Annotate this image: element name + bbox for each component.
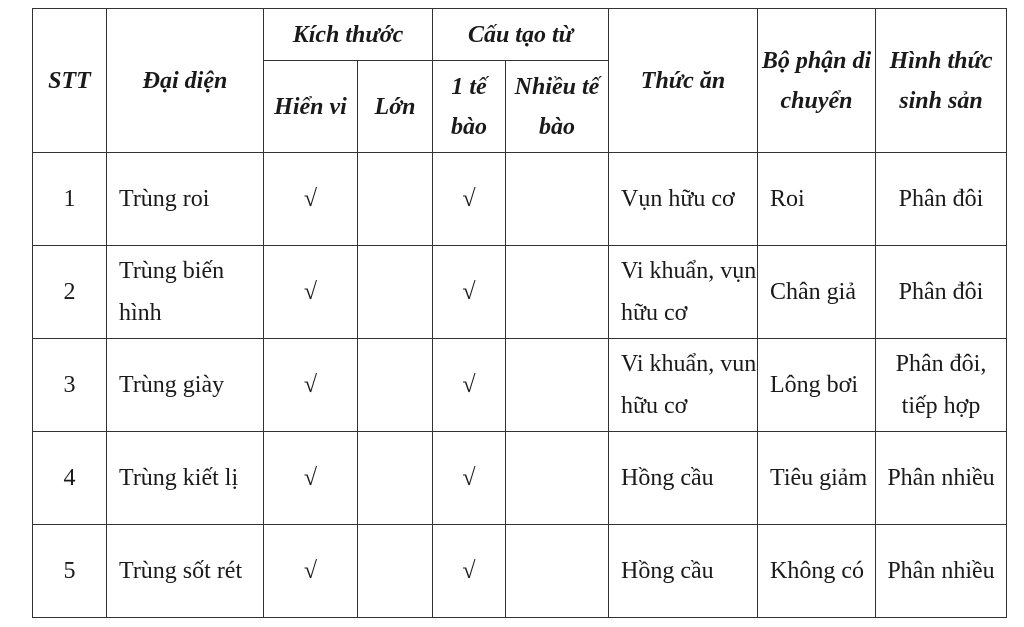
cell-multi-cell bbox=[506, 339, 609, 432]
cell-large bbox=[358, 153, 433, 246]
cell-food: Hồng cầu bbox=[609, 432, 758, 525]
table-row bbox=[33, 153, 1007, 246]
cell-stt: 5 bbox=[33, 525, 107, 618]
header-locomotion: Bộ phận di chuyển bbox=[758, 9, 876, 153]
cell-food: Vụn hữu cơ bbox=[609, 153, 758, 246]
header-structure-multi: Nhiều tế bào bbox=[506, 61, 609, 153]
cell-multi-cell bbox=[506, 153, 609, 246]
cell-locomotion: Chân giả bbox=[758, 246, 876, 339]
cell-single-cell: √ bbox=[433, 153, 506, 246]
cell-stt: 4 bbox=[33, 432, 107, 525]
table-row bbox=[33, 525, 1007, 618]
cell-microscopic: √ bbox=[264, 525, 358, 618]
cell-locomotion: Roi bbox=[758, 153, 876, 246]
cell-large bbox=[358, 432, 433, 525]
header-reproduction: Hình thức sinh sản bbox=[876, 9, 1007, 153]
cell-name: Trùng kiết lị bbox=[107, 432, 264, 525]
cell-name: Trùng giày bbox=[107, 339, 264, 432]
cell-microscopic: √ bbox=[264, 246, 358, 339]
protozoa-table bbox=[32, 8, 1007, 618]
header-size-large: Lớn bbox=[358, 61, 433, 153]
cell-stt: 1 bbox=[33, 153, 107, 246]
table-row bbox=[33, 246, 1007, 339]
header-representative: Đại diện bbox=[107, 9, 264, 153]
cell-reproduction: Phân đôi bbox=[876, 246, 1007, 339]
cell-locomotion: Không có bbox=[758, 525, 876, 618]
cell-multi-cell bbox=[506, 525, 609, 618]
header-stt: STT bbox=[33, 9, 107, 153]
cell-large bbox=[358, 339, 433, 432]
cell-single-cell: √ bbox=[433, 339, 506, 432]
cell-single-cell: √ bbox=[433, 246, 506, 339]
cell-food: Vi khuẩn, vụn hữu cơ bbox=[609, 246, 758, 339]
header-structure-group: Cấu tạo từ bbox=[433, 9, 609, 61]
table-row bbox=[33, 339, 1007, 432]
header-size-microscopic: Hiển vi bbox=[264, 61, 358, 153]
table-row bbox=[33, 432, 1007, 525]
cell-multi-cell bbox=[506, 432, 609, 525]
cell-stt: 3 bbox=[33, 339, 107, 432]
cell-large bbox=[358, 525, 433, 618]
cell-microscopic: √ bbox=[264, 432, 358, 525]
cell-locomotion: Lông bơi bbox=[758, 339, 876, 432]
cell-reproduction: Phân đôi, tiếp hợp bbox=[876, 339, 1007, 432]
cell-reproduction: Phân nhiều bbox=[876, 432, 1007, 525]
cell-reproduction: Phân đôi bbox=[876, 153, 1007, 246]
cell-name: Trùng biến hình bbox=[107, 246, 264, 339]
cell-food: Vi khuẩn, vun hữu cơ bbox=[609, 339, 758, 432]
header-food: Thức ăn bbox=[609, 9, 758, 153]
cell-food: Hồng cầu bbox=[609, 525, 758, 618]
cell-stt: 2 bbox=[33, 246, 107, 339]
header-size-group: Kích thước bbox=[264, 9, 433, 61]
cell-reproduction: Phân nhiều bbox=[876, 525, 1007, 618]
header-row-top bbox=[33, 9, 1007, 61]
cell-microscopic: √ bbox=[264, 339, 358, 432]
cell-locomotion: Tiêu giảm bbox=[758, 432, 876, 525]
cell-single-cell: √ bbox=[433, 432, 506, 525]
cell-name: Trùng roi bbox=[107, 153, 264, 246]
cell-name: Trùng sốt rét bbox=[107, 525, 264, 618]
cell-microscopic: √ bbox=[264, 153, 358, 246]
cell-large bbox=[358, 246, 433, 339]
cell-multi-cell bbox=[506, 246, 609, 339]
cell-single-cell: √ bbox=[433, 525, 506, 618]
header-structure-single: 1 tế bào bbox=[433, 61, 506, 153]
